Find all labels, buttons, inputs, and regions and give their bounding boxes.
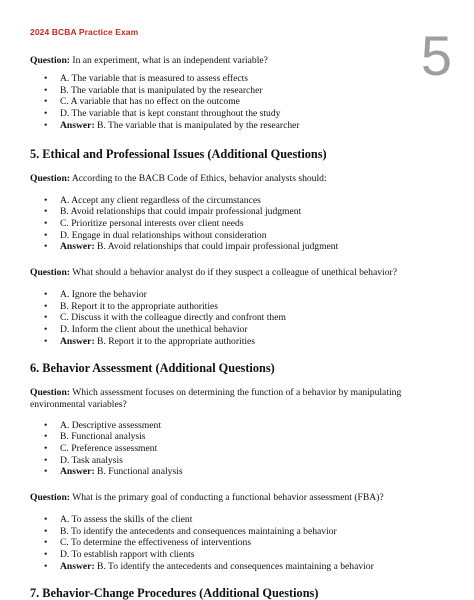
- answer-label: Answer:: [60, 241, 95, 253]
- option-item: • A. Ignore the behavior: [30, 289, 430, 301]
- option-item: • B. Functional analysis: [30, 431, 430, 443]
- document-header-title: 2024 BCBA Practice Exam: [30, 27, 139, 37]
- option-list: [30, 195, 430, 254]
- answer-label: Answer:: [60, 335, 95, 347]
- option-item: • D. Task analysis: [30, 455, 430, 467]
- answer-text: B. Functional analysis: [94, 466, 183, 478]
- option-item: • A. To assess the skills of the client: [30, 514, 430, 526]
- question-block: [30, 387, 430, 479]
- question-text: [30, 387, 430, 411]
- page-number: 5: [420, 24, 452, 87]
- question-body: What should a behavior analyst do if they suspect a colleague of unethical behavior?: [69, 267, 397, 279]
- option-list: [30, 514, 430, 573]
- option-list: [30, 420, 430, 479]
- question-label: Question:: [30, 267, 70, 279]
- answer-text: B. Report it to the appropriate authorities: [94, 335, 256, 347]
- question-label: Question:: [30, 492, 70, 504]
- section-heading: 5. Ethical and Professional Issues (Additional Questions): [30, 146, 327, 161]
- option-item: • A. Accept any client regardless of the circumstances: [30, 195, 430, 207]
- option-item: • C. A variable that has no effect on the outcome: [30, 96, 430, 108]
- answer-label: Answer:: [60, 466, 95, 478]
- answer-text: B. To identify the antecedents and consequences maintaining a behavior: [94, 560, 374, 572]
- option-item: • C. Preference assessment: [30, 443, 430, 455]
- question-block: [30, 267, 430, 348]
- question-body: Which assessment focuses on determining the function of a behavior by manipulating environmental variables?: [30, 386, 402, 410]
- question-block: [30, 55, 430, 132]
- answer-item: [30, 336, 430, 348]
- option-item: • B. Avoid relationships that could impair professional judgment: [30, 206, 430, 218]
- option-item: • D. Inform the client about the unethical behavior: [30, 324, 430, 336]
- answer-item: [30, 561, 430, 573]
- section-heading: 6. Behavior Assessment (Additional Questions): [30, 360, 275, 375]
- question-label: Question:: [30, 55, 70, 66]
- option-item: • D. The variable that is kept constant throughout the study: [30, 108, 430, 120]
- answer-label: Answer:: [60, 119, 95, 131]
- option-item: • A. The variable that is measured to assess effects: [30, 73, 430, 85]
- section-heading: 7. Behavior-Change Procedures (Additional Questions): [30, 585, 319, 600]
- question-text: [30, 492, 430, 504]
- option-list: [30, 73, 430, 132]
- page-content: [30, 55, 430, 600]
- question-label: Question:: [30, 172, 70, 184]
- answer-item: [30, 120, 430, 132]
- answer-item: [30, 241, 430, 253]
- option-item: • C. To determine the effectiveness of interventions: [30, 537, 430, 549]
- question-text: [30, 173, 430, 185]
- option-item: • D. Engage in dual relationships without consideration: [30, 230, 430, 242]
- question-text: [30, 55, 430, 67]
- option-item: • C. Prioritize personal interests over client needs: [30, 218, 430, 230]
- option-item: • C. Discuss it with the colleague directly and confront them: [30, 312, 430, 324]
- option-list: [30, 289, 430, 348]
- answer-text: B. Avoid relationships that could impair professional judgment: [94, 241, 339, 253]
- question-block: [30, 492, 430, 573]
- option-item: • B. To identify the antecedents and consequences maintaining a behavior: [30, 526, 430, 538]
- question-body: What is the primary goal of conducting a functional behavior assessment (FBA)?: [69, 492, 384, 504]
- option-item: • B. The variable that is manipulated by the researcher: [30, 85, 430, 97]
- question-body: In an experiment, what is an independent variable?: [69, 55, 268, 66]
- option-item: • A. Descriptive assessment: [30, 420, 430, 432]
- question-block: [30, 173, 430, 254]
- question-text: [30, 267, 430, 279]
- question-label: Question:: [30, 386, 70, 398]
- answer-item: [30, 466, 430, 478]
- answer-text: B. The variable that is manipulated by the researcher: [94, 119, 300, 131]
- answer-label: Answer:: [60, 560, 95, 572]
- question-body: According to the BACB Code of Ethics, behavior analysts should:: [69, 172, 327, 184]
- option-item: • B. Report it to the appropriate authorities: [30, 301, 430, 313]
- option-item: • D. To establish rapport with clients: [30, 549, 430, 561]
